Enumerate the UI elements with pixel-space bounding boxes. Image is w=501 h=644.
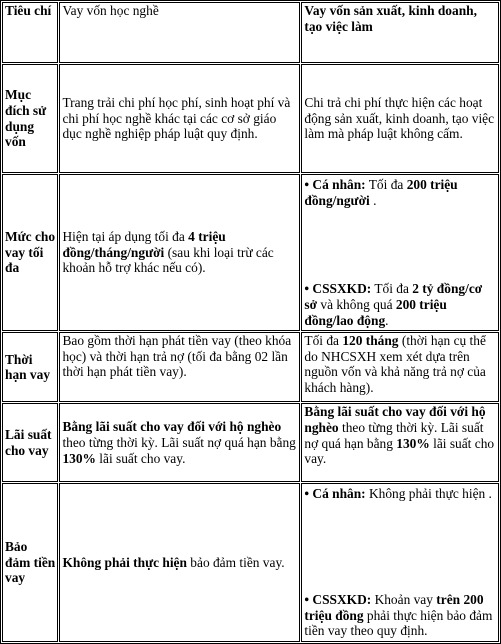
cell-bold-text: Bằng lãi suất cho vay đối với hộ nghèo	[62, 419, 282, 435]
cell-text: lãi suất cho vay.	[304, 435, 495, 467]
cell-collateral-vocational	[59, 483, 300, 642]
cell-collateral-business	[301, 483, 499, 642]
row-label-purpose	[2, 64, 58, 173]
cell-text: bảo đảm tiền vay.	[186, 554, 285, 570]
cell-text: và không quá	[317, 296, 396, 312]
cell-purpose-business-text: Chi trả chi phí thực hiện các hoạt động sản xuất, kinh doanh, tạo việc làm mà pháp luật không cấm.	[304, 95, 495, 142]
cell-bold-text: 2 tỷ đồng/cơ sở	[304, 281, 483, 312]
header-vocational-loan-text: Vay vốn học nghề	[62, 3, 159, 18]
cell-bold-text: trên 200 triệu đồng	[304, 592, 484, 623]
cell-bold-text: 130%	[62, 450, 96, 466]
cell-text: Không phải thực hiện .	[365, 485, 492, 501]
cell-text: Tối đa	[371, 281, 413, 297]
cell-text: lãi suất cho vay.	[95, 450, 186, 466]
cell-bold-text: Không phải thực hiện	[62, 554, 187, 570]
cell-text: (sau khi loại trừ các khoản hỗ trợ khác nếu có).	[62, 244, 274, 276]
table-row-term	[2, 332, 499, 402]
cell-text: (thời hạn cụ thể do NHCSXH xem xét dựa trên nguồn vốn và khả năng trả nợ của khách hàng).	[304, 333, 486, 395]
cell-interest-business	[301, 403, 499, 481]
cell-text: theo từng thời kỳ. Lãi suất nợ quá hạn bằng	[304, 420, 484, 451]
cell-text: Hiện tại áp dụng tối đa	[62, 229, 189, 245]
header-business-loan-text: Vay vốn sản xuất, kinh doanh, tạo việc làm	[304, 3, 477, 34]
cell-max-loan-vocational	[59, 174, 300, 331]
cell-text: .	[385, 312, 389, 328]
header-criteria	[2, 2, 58, 63]
cell-bold-text: 4 triệu đồng/tháng/người	[62, 229, 226, 260]
cell-text: phải thực hiện bảo đảm tiền vay theo quy định.	[304, 607, 493, 639]
business-label: • CSSXKD:	[304, 592, 372, 608]
header-business-loan	[301, 2, 499, 63]
table-row-max-loan	[2, 174, 499, 331]
header-criteria-text: Tiêu chí	[5, 3, 52, 18]
cell-interest-vocational	[59, 403, 300, 481]
individual-label: • Cá nhân:	[304, 485, 366, 501]
row-label-collateral	[2, 483, 58, 642]
cell-text: Tối đa	[304, 333, 343, 349]
table-row-collateral	[2, 483, 499, 642]
cell-text: .	[369, 192, 377, 208]
individual-label: • Cá nhân:	[304, 177, 366, 193]
cell-bold-text: 200 triệu đồng/lao động	[304, 296, 447, 328]
cell-bold-text: Bằng lãi suất cho vay đối với hộ nghèo	[304, 404, 486, 436]
cell-bold-text: 200 triệu đồng/người	[304, 177, 458, 208]
row-label-term-text: Thời hạn vay	[5, 351, 51, 383]
cell-term-vocational-text: Bao gồm thời hạn phát tiền vay (theo khóa học) và thời hạn trả nợ (tối đa bằng 02 lần thời hạn phát tiền vay).	[62, 333, 292, 380]
cell-text: Tối đa	[365, 177, 407, 193]
row-label-purpose-text: Mục đích sử dụng vốn	[5, 87, 47, 150]
cell-max-loan-business	[301, 174, 499, 331]
table-row-interest	[2, 403, 499, 481]
cell-max-loan-business-content	[302, 175, 498, 330]
table-header-row	[2, 2, 499, 63]
row-label-max-loan	[2, 174, 58, 331]
row-label-interest	[2, 403, 58, 481]
row-label-max-loan-text: Mức cho vay tối đa	[5, 229, 56, 276]
cell-bold-text: 130%	[396, 435, 430, 451]
cell-term-vocational	[59, 332, 300, 402]
cell-purpose-vocational-text: Trang trải chi phí học phí, sinh hoạt phí và chi phí học nghề khác tại các cơ sở giáo dục nghề nghiệp pháp luật quy định.	[62, 95, 291, 142]
row-label-interest-text: Lãi suất cho vay	[5, 427, 52, 458]
row-label-term	[2, 332, 58, 402]
business-label: • CSSXKD:	[304, 281, 372, 297]
cell-text: theo từng thời kỳ. Lãi suất nợ quá hạn bằng	[62, 434, 296, 450]
cell-purpose-business	[301, 64, 499, 173]
cell-bold-text: 120 tháng	[342, 333, 399, 349]
cell-text: Khoản vay	[371, 592, 437, 608]
individual-paragraph	[304, 175, 496, 208]
business-paragraph	[304, 281, 496, 330]
cell-term-business	[301, 332, 499, 402]
row-label-collateral-text: Bảo đảm tiền vay	[5, 539, 56, 586]
table-row-purpose	[2, 64, 499, 173]
cell-collateral-business-content	[302, 484, 498, 641]
individual-paragraph	[304, 484, 496, 502]
header-vocational-loan	[59, 2, 300, 63]
cell-purpose-vocational	[59, 64, 300, 173]
business-paragraph	[304, 592, 496, 641]
